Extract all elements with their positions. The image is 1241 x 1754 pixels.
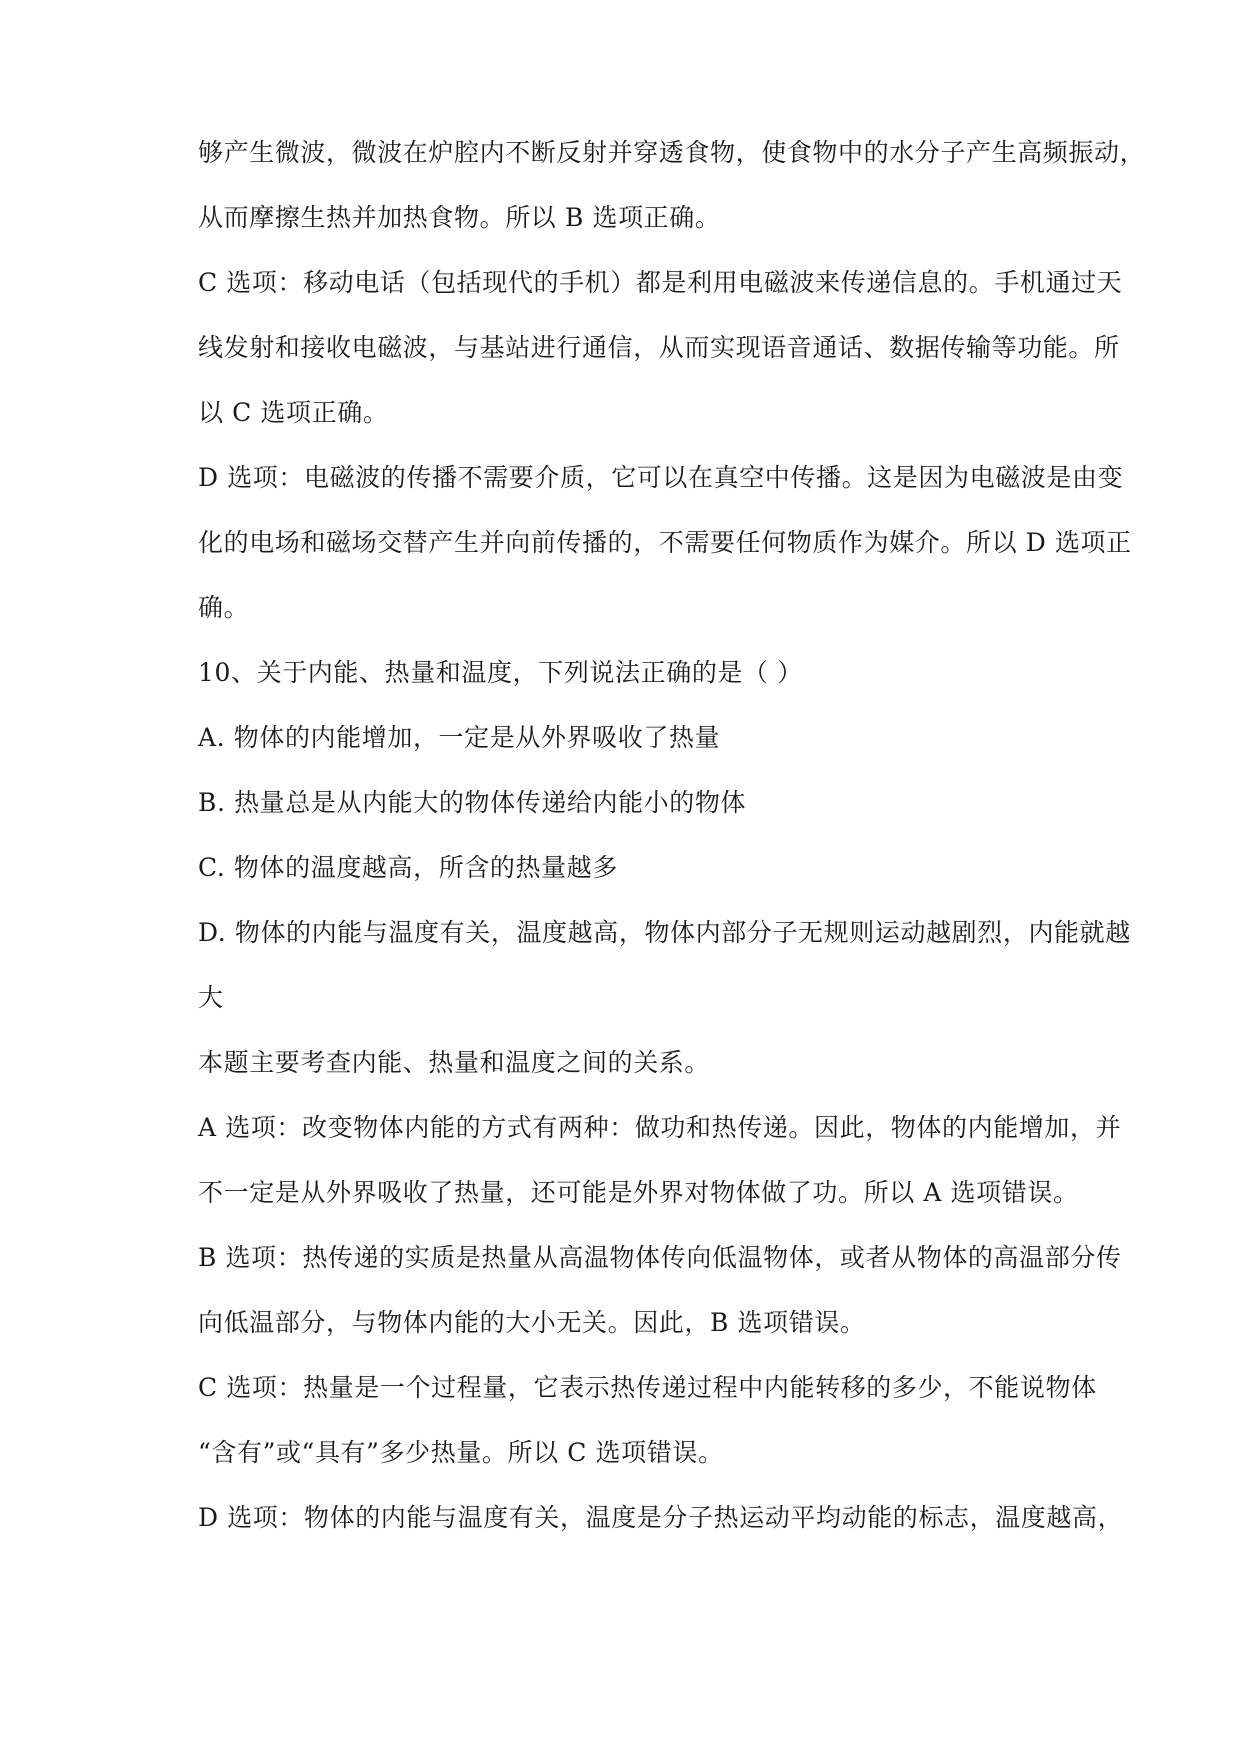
text-line: 够产生微波，微波在炉腔内不断反射并穿透食物，使食物中的水分子产生高频振动， bbox=[198, 138, 1146, 167]
option-d: D. 物体的内能与温度有关，温度越高，物体内部分子无规则运动越剧烈，内能就越 bbox=[198, 918, 1131, 947]
option-b: B. 热量总是从内能大的物体传递给内能小的物体 bbox=[198, 788, 747, 817]
text-line: 化的电场和磁场交替产生并向前传播的，不需要任何物质作为媒介。所以 D 选项正 bbox=[198, 528, 1132, 557]
text-line: “含有”或“具有”多少热量。所以 C 选项错误。 bbox=[198, 1438, 724, 1467]
text-line: B 选项：热传递的实质是热量从高温物体传向低温物体，或者从物体的高温部分传 bbox=[198, 1243, 1122, 1272]
question-title: 10、关于内能、热量和温度，下列说法正确的是（ ） bbox=[198, 658, 803, 687]
option-d-continued: 大 bbox=[198, 983, 224, 1012]
option-a: A. 物体的内能增加，一定是从外界吸收了热量 bbox=[198, 723, 721, 752]
text-line: 向低温部分，与物体内能的大小无关。因此，B 选项错误。 bbox=[198, 1308, 866, 1337]
text-line: C 选项：热量是一个过程量，它表示热传递过程中内能转移的多少，不能说物体 bbox=[198, 1373, 1097, 1402]
text-line: 确。 bbox=[198, 593, 250, 622]
text-line: 线发射和接收电磁波，与基站进行通信，从而实现语音通话、数据传输等功能。所 bbox=[198, 333, 1120, 362]
text-line: 不一定是从外界吸收了热量，还可能是外界对物体做了功。所以 A 选项错误。 bbox=[198, 1178, 1079, 1207]
text-line: D 选项：物体的内能与温度有关，温度是分子热运动平均动能的标志，温度越高， bbox=[198, 1503, 1124, 1532]
analysis-intro: 本题主要考查内能、热量和温度之间的关系。 bbox=[198, 1048, 711, 1077]
text-line: D 选项：电磁波的传播不需要介质，它可以在真空中传播。这是因为电磁波是由变 bbox=[198, 463, 1124, 492]
text-line: C 选项：移动电话（包括现代的手机）都是利用电磁波来传递信息的。手机通过天 bbox=[198, 268, 1123, 297]
text-line: 从而摩擦生热并加热食物。所以 B 选项正确。 bbox=[198, 203, 721, 232]
option-c: C. 物体的温度越高，所含的热量越多 bbox=[198, 853, 618, 882]
text-line: A 选项：改变物体内能的方式有两种：做功和热传递。因此，物体的内能增加，并 bbox=[198, 1113, 1122, 1142]
text-line: 以 C 选项正确。 bbox=[198, 398, 389, 427]
